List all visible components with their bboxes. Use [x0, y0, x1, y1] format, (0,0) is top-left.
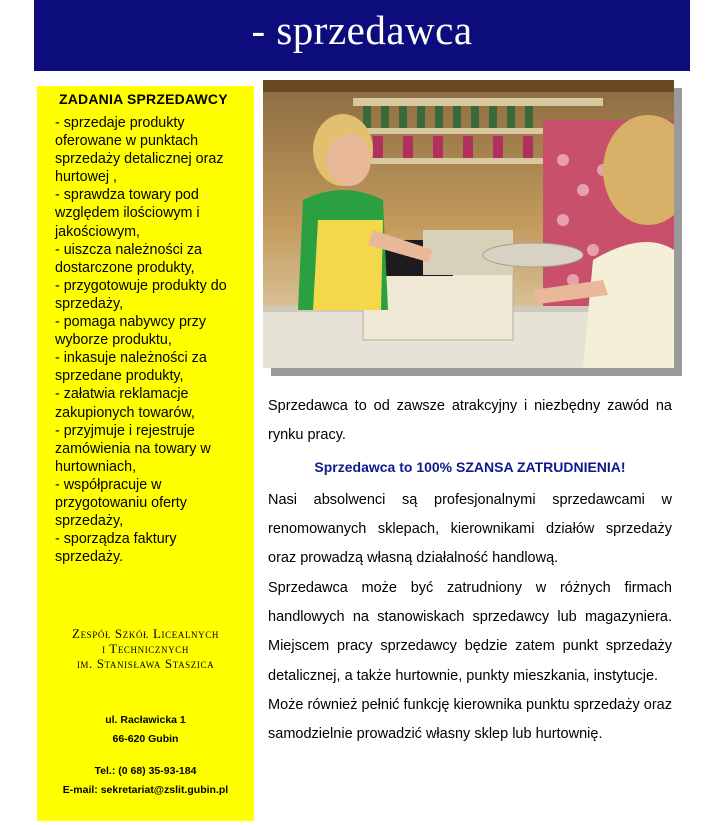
list-item: zakupionych towarów,	[55, 404, 195, 421]
school-address	[37, 711, 254, 749]
list-item: sprzedaży detalicznej oraz	[55, 151, 224, 168]
paragraph: Sprzedawca może być zatrudniony w różnych firmach handlowych na stanowiskach sprzedawcy lub magazyniera. Miejscem pracy sprzedawcy będzie zatem punkt sprzedaży detalicznej, a także hurtownie, punkty mieszkania, instytucje.	[268, 579, 672, 684]
list-item: oferowane w punktach	[55, 133, 199, 150]
list-item: - załatwia reklamacje	[55, 386, 189, 403]
list-item: - współpracuje w	[55, 476, 162, 493]
list-item: przygotowaniu oferty	[55, 494, 187, 511]
paragraph: Nasi absolwenci są profesjonalnymi sprzedawcami w renomowanych sklepach, kierownikami działów sprzedaży oraz prowadzą własną działalność handlową.	[268, 491, 672, 567]
address-city: 66-620 Gubin	[112, 733, 179, 745]
school-line: Zespół Szkół Licealnych	[72, 626, 219, 641]
school-line: i Technicznych	[102, 641, 189, 656]
list-item: hurtowniach,	[55, 458, 137, 475]
list-item: - sporządza faktury	[55, 531, 177, 548]
paragraph: Może również pełnić funkcję kierownika punktu sprzedaży oraz samodzielnie prowadzić własny sklep lub hurtownię.	[268, 696, 672, 743]
list-item: wyborze produktu,	[55, 332, 172, 349]
school-contact	[37, 762, 254, 800]
intro-paragraph: Sprzedawca to od zawsze atrakcyjny i niezbędny zawód na rynku pracy.	[268, 398, 672, 444]
list-item: sprzedaży,	[55, 295, 124, 312]
list-item: względem ilościowym i	[55, 205, 200, 222]
header-banner	[34, 0, 690, 71]
list-item: - inkasuje należności za	[55, 350, 207, 367]
shop-cashier-photo	[263, 80, 674, 368]
list-item: - pomaga nabywcy przy	[55, 314, 206, 331]
contact-phone: Tel.: (0 68) 35-93-184	[94, 765, 197, 777]
slogan: Sprzedawca to 100% SZANSA ZATRUDNIENIA!	[314, 458, 626, 475]
tasks-heading: ZADANIA SPRZEDAWCY	[59, 91, 228, 107]
photo-illustration	[263, 80, 674, 368]
list-item: jakościowym,	[55, 223, 141, 240]
school-line: im. Stanisława Staszica	[76, 656, 215, 671]
page-title: - sprzedawca	[251, 6, 473, 53]
sidebar-panel	[37, 86, 254, 821]
list-item: - sprawdza towary pod	[55, 187, 199, 204]
contact-email: E-mail: sekretariat@zslit.gubin.pl	[62, 784, 229, 796]
list-item: - przygotowuje produkty do	[55, 277, 227, 294]
list-item: dostarczone produkty,	[55, 259, 195, 276]
list-item: - przyjmuje i rejestruje	[55, 422, 195, 439]
main-text	[268, 392, 672, 750]
list-item: sprzedane produkty,	[55, 368, 184, 385]
list-item: - sprzedaje produkty	[55, 115, 185, 131]
list-item: - uiszcza należności za	[55, 241, 203, 258]
list-item: sprzedaży,	[55, 513, 124, 530]
list-item: hurtowej ,	[55, 169, 117, 186]
list-item: sprzedaży.	[55, 549, 124, 566]
tasks-list	[55, 114, 253, 566]
school-name	[37, 626, 254, 671]
list-item: zamówienia na towary w	[55, 440, 211, 457]
address-street: ul. Racławicka 1	[105, 714, 186, 726]
